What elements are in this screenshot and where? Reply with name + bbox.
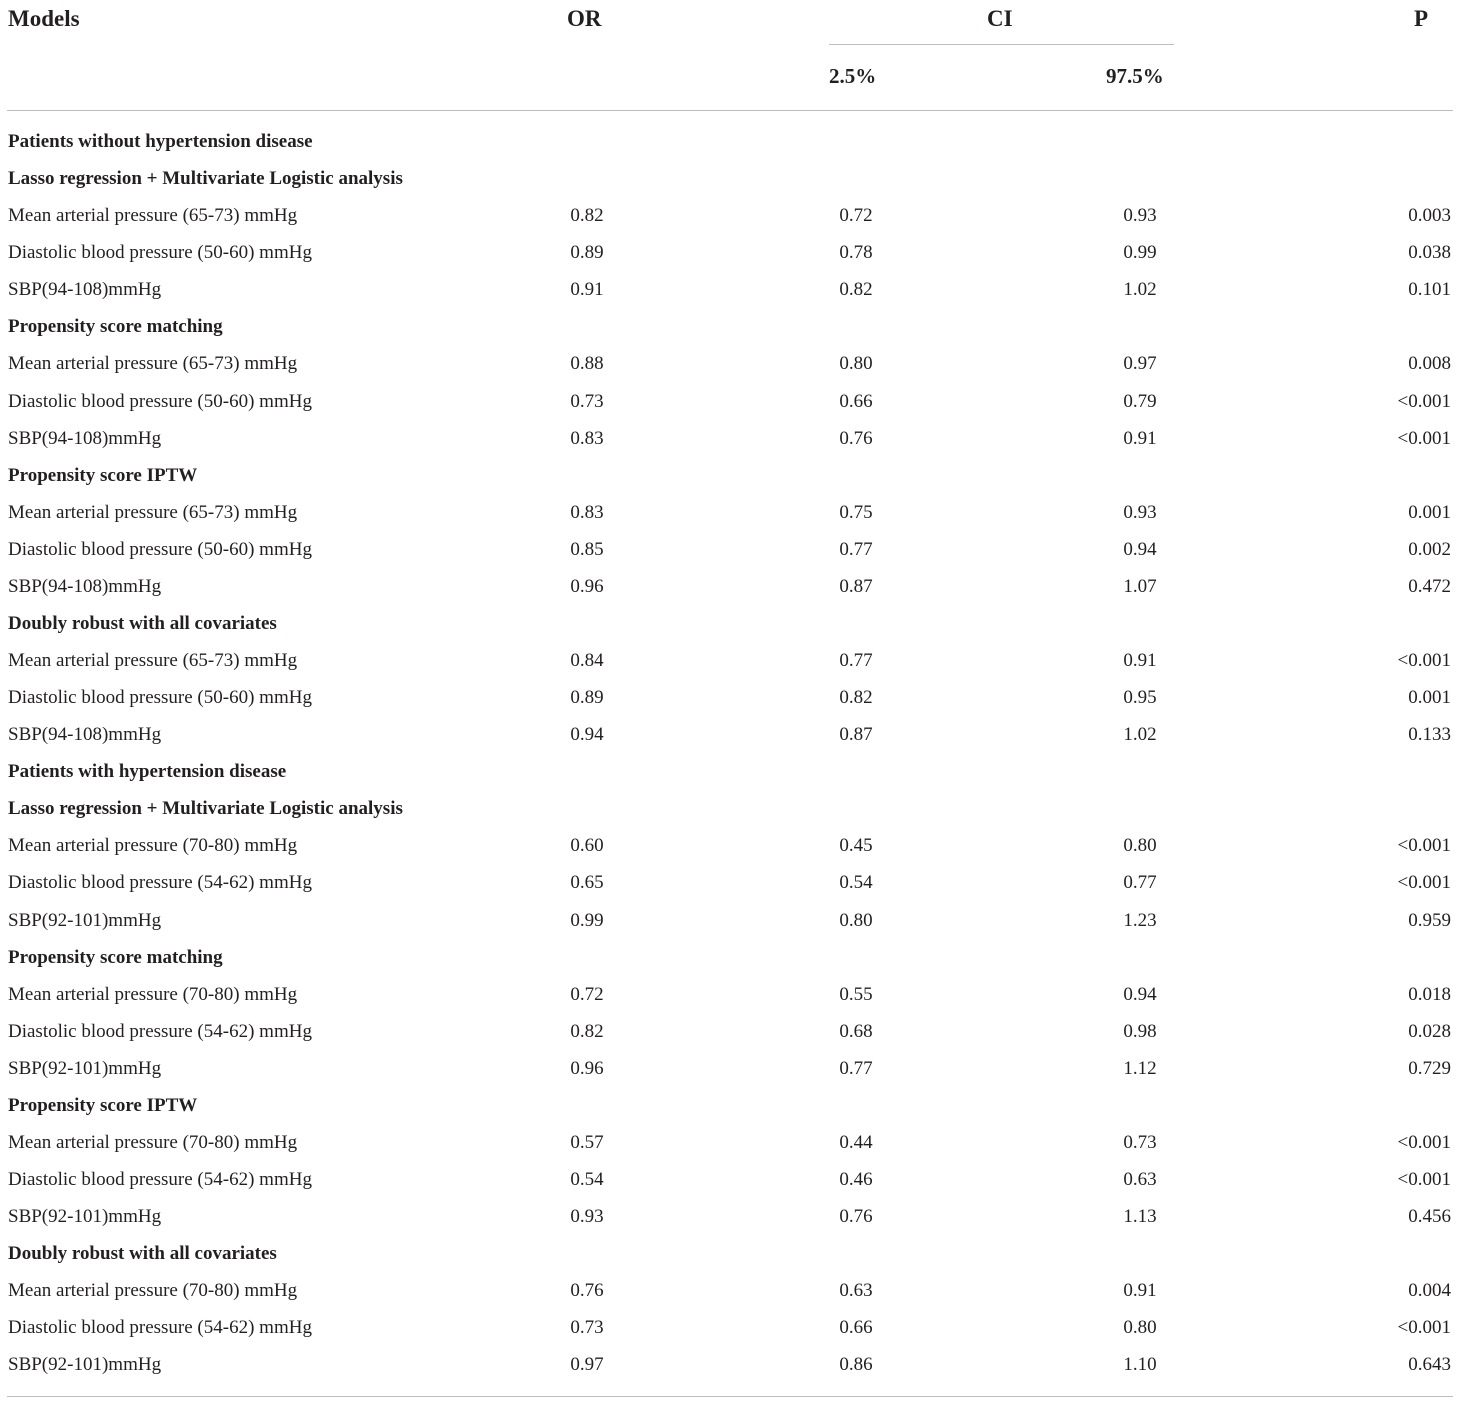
row-label: Mean arterial pressure (65-73) mmHg [8, 353, 298, 375]
or-value: 0.72 [570, 983, 604, 1005]
subsection-header-row [0, 1242, 1460, 1279]
ci-upper-value: 0.63 [1123, 1169, 1157, 1190]
table-row [0, 1020, 1460, 1057]
table-row [0, 1168, 1460, 1205]
p-value: 0.038 [1408, 242, 1451, 264]
ci-lower-value: 0.46 [839, 1169, 873, 1190]
ci-divider [829, 44, 1174, 45]
ci-lower-value: 0.82 [839, 687, 873, 708]
row-label: SBP(92-101)mmHg [8, 909, 162, 931]
row-label: SBP(94-108)mmHg [8, 427, 162, 449]
or-value: 0.54 [570, 1169, 604, 1190]
or-value: 0.93 [570, 1206, 604, 1227]
table-row [0, 501, 1460, 538]
group-label: Patients with hypertension disease [8, 761, 287, 783]
ci-lower-value: 0.76 [839, 1206, 873, 1227]
subsection-header-row [0, 797, 1460, 834]
row-label: SBP(92-101)mmHg [8, 1354, 162, 1376]
row-label: Mean arterial pressure (65-73) mmHg [8, 501, 298, 523]
row-label: SBP(94-108)mmHg [8, 724, 162, 746]
p-value: 0.959 [1408, 909, 1451, 931]
p-value: 0.001 [1408, 687, 1451, 708]
ci-upper-value: 1.02 [1123, 724, 1157, 746]
table-row [0, 427, 1460, 464]
ci-lower-value: 0.86 [839, 1354, 873, 1376]
row-label: Mean arterial pressure (70-80) mmHg [8, 1280, 298, 1302]
group-label: Propensity score matching [8, 946, 223, 968]
ci-upper-value: 0.99 [1123, 242, 1157, 264]
header-models: Models [8, 6, 80, 31]
p-value: 0.008 [1408, 353, 1451, 375]
or-value: 0.73 [570, 390, 604, 412]
ci-upper-value: 0.91 [1123, 427, 1157, 449]
row-label: Diastolic blood pressure (54-62) mmHg [8, 872, 312, 894]
group-label: Propensity score IPTW [8, 1094, 198, 1116]
ci-lower-value: 0.87 [839, 724, 873, 746]
ci-upper-value: 0.77 [1123, 872, 1157, 894]
row-label: Diastolic blood pressure (50-60) mmHg [8, 242, 312, 264]
row-label: SBP(92-101)mmHg [8, 1057, 162, 1079]
table-bottom-rule [7, 1396, 1453, 1397]
p-value: <0.001 [1397, 427, 1451, 449]
row-label: SBP(92-101)mmHg [8, 1206, 162, 1227]
p-value: 0.101 [1408, 279, 1451, 301]
ci-upper-value: 0.94 [1123, 983, 1157, 1005]
group-label: Propensity score IPTW [8, 464, 198, 486]
group-label: Doubly robust with all covariates [8, 1243, 277, 1265]
ci-lower-value: 0.80 [839, 909, 873, 931]
p-value: <0.001 [1397, 650, 1451, 671]
group-label: Lasso regression + Multivariate Logistic analysis [8, 798, 403, 820]
row-label: Diastolic blood pressure (54-62) mmHg [8, 1169, 312, 1190]
ci-upper-value: 0.79 [1123, 390, 1157, 412]
ci-lower-value: 0.82 [839, 279, 873, 301]
table-row [0, 538, 1460, 575]
header-ci-lower: 2.5% [829, 64, 877, 88]
p-value: 0.472 [1408, 575, 1451, 597]
row-label: SBP(94-108)mmHg [8, 575, 162, 597]
p-value: 0.643 [1408, 1354, 1451, 1376]
ci-lower-value: 0.77 [839, 1057, 873, 1079]
ci-lower-value: 0.77 [839, 650, 873, 671]
ci-lower-value: 0.66 [839, 1317, 873, 1339]
ci-upper-value: 1.13 [1123, 1206, 1157, 1227]
header-ci-upper: 97.5% [1106, 64, 1164, 88]
table-row [0, 352, 1460, 389]
group-label: Doubly robust with all covariates [8, 612, 277, 634]
ci-lower-value: 0.80 [839, 353, 873, 375]
or-value: 0.57 [570, 1131, 604, 1153]
row-label: SBP(94-108)mmHg [8, 279, 162, 301]
p-value: 0.001 [1408, 501, 1451, 523]
table-row [0, 871, 1460, 908]
p-value: <0.001 [1397, 835, 1451, 857]
row-label: Diastolic blood pressure (50-60) mmHg [8, 390, 312, 412]
header-divider [7, 110, 1453, 111]
or-value: 0.96 [570, 1057, 604, 1079]
p-value: 0.003 [1408, 205, 1451, 227]
ci-upper-value: 0.94 [1123, 538, 1157, 560]
ci-lower-value: 0.78 [839, 242, 873, 264]
p-value: 0.729 [1408, 1057, 1451, 1079]
or-value: 0.65 [570, 872, 604, 894]
or-value: 0.76 [570, 1280, 604, 1302]
p-value: <0.001 [1397, 1317, 1451, 1339]
row-label: Diastolic blood pressure (50-60) mmHg [8, 687, 312, 708]
ci-upper-value: 0.95 [1123, 687, 1157, 708]
p-value: 0.028 [1408, 1020, 1451, 1042]
or-value: 0.99 [570, 909, 604, 931]
p-value: 0.004 [1408, 1280, 1451, 1302]
row-label: Mean arterial pressure (70-80) mmHg [8, 835, 298, 857]
or-value: 0.85 [570, 538, 604, 560]
row-label: Mean arterial pressure (70-80) mmHg [8, 983, 298, 1005]
table-row [0, 834, 1460, 871]
ci-lower-value: 0.44 [839, 1131, 873, 1153]
or-value: 0.82 [570, 205, 604, 227]
ci-upper-value: 0.98 [1123, 1020, 1157, 1042]
table-row [0, 686, 1460, 723]
table-row [0, 204, 1460, 241]
table-row [0, 1353, 1460, 1390]
table-row [0, 1131, 1460, 1168]
table-row [0, 1205, 1460, 1242]
table-row [0, 723, 1460, 760]
table-row [0, 1316, 1460, 1353]
ci-lower-value: 0.45 [839, 835, 873, 857]
table-row [0, 1279, 1460, 1316]
table-row [0, 241, 1460, 278]
ci-upper-value: 0.91 [1123, 650, 1157, 671]
or-value: 0.82 [570, 1020, 604, 1042]
or-value: 0.73 [570, 1317, 604, 1339]
ci-lower-value: 0.54 [839, 872, 873, 894]
ci-upper-value: 0.93 [1123, 205, 1157, 227]
row-label: Diastolic blood pressure (54-62) mmHg [8, 1020, 312, 1042]
p-value: <0.001 [1397, 390, 1451, 412]
or-value: 0.88 [570, 353, 604, 375]
row-label: Diastolic blood pressure (54-62) mmHg [8, 1317, 312, 1339]
ci-upper-value: 1.10 [1123, 1354, 1157, 1376]
p-value: 0.018 [1408, 983, 1451, 1005]
ci-lower-value: 0.72 [839, 205, 873, 227]
table-row [0, 1057, 1460, 1094]
group-label: Patients without hypertension disease [8, 131, 313, 152]
ci-lower-value: 0.63 [839, 1280, 873, 1302]
ci-upper-value: 0.97 [1123, 353, 1157, 375]
row-label: Mean arterial pressure (65-73) mmHg [8, 650, 298, 671]
subsection-header-row [0, 612, 1460, 649]
ci-upper-value: 0.80 [1123, 835, 1157, 857]
or-value: 0.89 [570, 242, 604, 264]
ci-lower-value: 0.55 [839, 983, 873, 1005]
header-ci: CI [987, 6, 1013, 31]
or-value: 0.89 [570, 687, 604, 708]
subsection-header-row [0, 315, 1460, 352]
header-p: P [1414, 6, 1429, 31]
ci-lower-value: 0.68 [839, 1020, 873, 1042]
or-value: 0.60 [570, 835, 604, 857]
subsection-header-row [0, 946, 1460, 983]
table-row [0, 390, 1460, 427]
row-label: Mean arterial pressure (65-73) mmHg [8, 205, 298, 227]
ci-upper-value: 1.12 [1123, 1057, 1157, 1079]
table-row [0, 649, 1460, 686]
ci-lower-value: 0.77 [839, 538, 873, 560]
or-value: 0.83 [570, 427, 604, 449]
or-value: 0.84 [570, 650, 604, 671]
or-value: 0.91 [570, 279, 604, 301]
or-value: 0.83 [570, 501, 604, 523]
ci-lower-value: 0.87 [839, 575, 873, 597]
ci-upper-value: 1.02 [1123, 279, 1157, 301]
ci-lower-value: 0.66 [839, 390, 873, 412]
table-row [0, 575, 1460, 612]
ci-lower-value: 0.76 [839, 427, 873, 449]
p-value: <0.001 [1397, 1131, 1451, 1153]
ci-upper-value: 1.07 [1123, 575, 1157, 597]
table-row [0, 278, 1460, 315]
or-value: 0.94 [570, 724, 604, 746]
ci-upper-value: 0.93 [1123, 501, 1157, 523]
row-label: Mean arterial pressure (70-80) mmHg [8, 1131, 298, 1153]
header-or: OR [567, 6, 602, 31]
ci-upper-value: 1.23 [1123, 909, 1157, 931]
table-row [0, 909, 1460, 946]
ci-upper-value: 0.73 [1123, 1131, 1157, 1153]
ci-upper-value: 0.80 [1123, 1317, 1157, 1339]
table-row [0, 983, 1460, 1020]
group-label: Lasso regression + Multivariate Logistic analysis [8, 168, 403, 190]
p-value: 0.002 [1408, 538, 1451, 560]
section-header-row [0, 760, 1460, 797]
p-value: 0.133 [1408, 724, 1451, 746]
or-value: 0.97 [570, 1354, 604, 1376]
row-label: Diastolic blood pressure (50-60) mmHg [8, 538, 312, 560]
subsection-header-row [0, 464, 1460, 501]
p-value: <0.001 [1397, 872, 1451, 894]
subsection-header-row [0, 1094, 1460, 1131]
or-value: 0.96 [570, 575, 604, 597]
subsection-header-row [0, 167, 1460, 204]
group-label: Propensity score matching [8, 316, 223, 338]
ci-lower-value: 0.75 [839, 501, 873, 523]
p-value: <0.001 [1397, 1169, 1451, 1190]
ci-upper-value: 0.91 [1123, 1280, 1157, 1302]
section-header-row [0, 130, 1460, 167]
p-value: 0.456 [1408, 1206, 1451, 1227]
